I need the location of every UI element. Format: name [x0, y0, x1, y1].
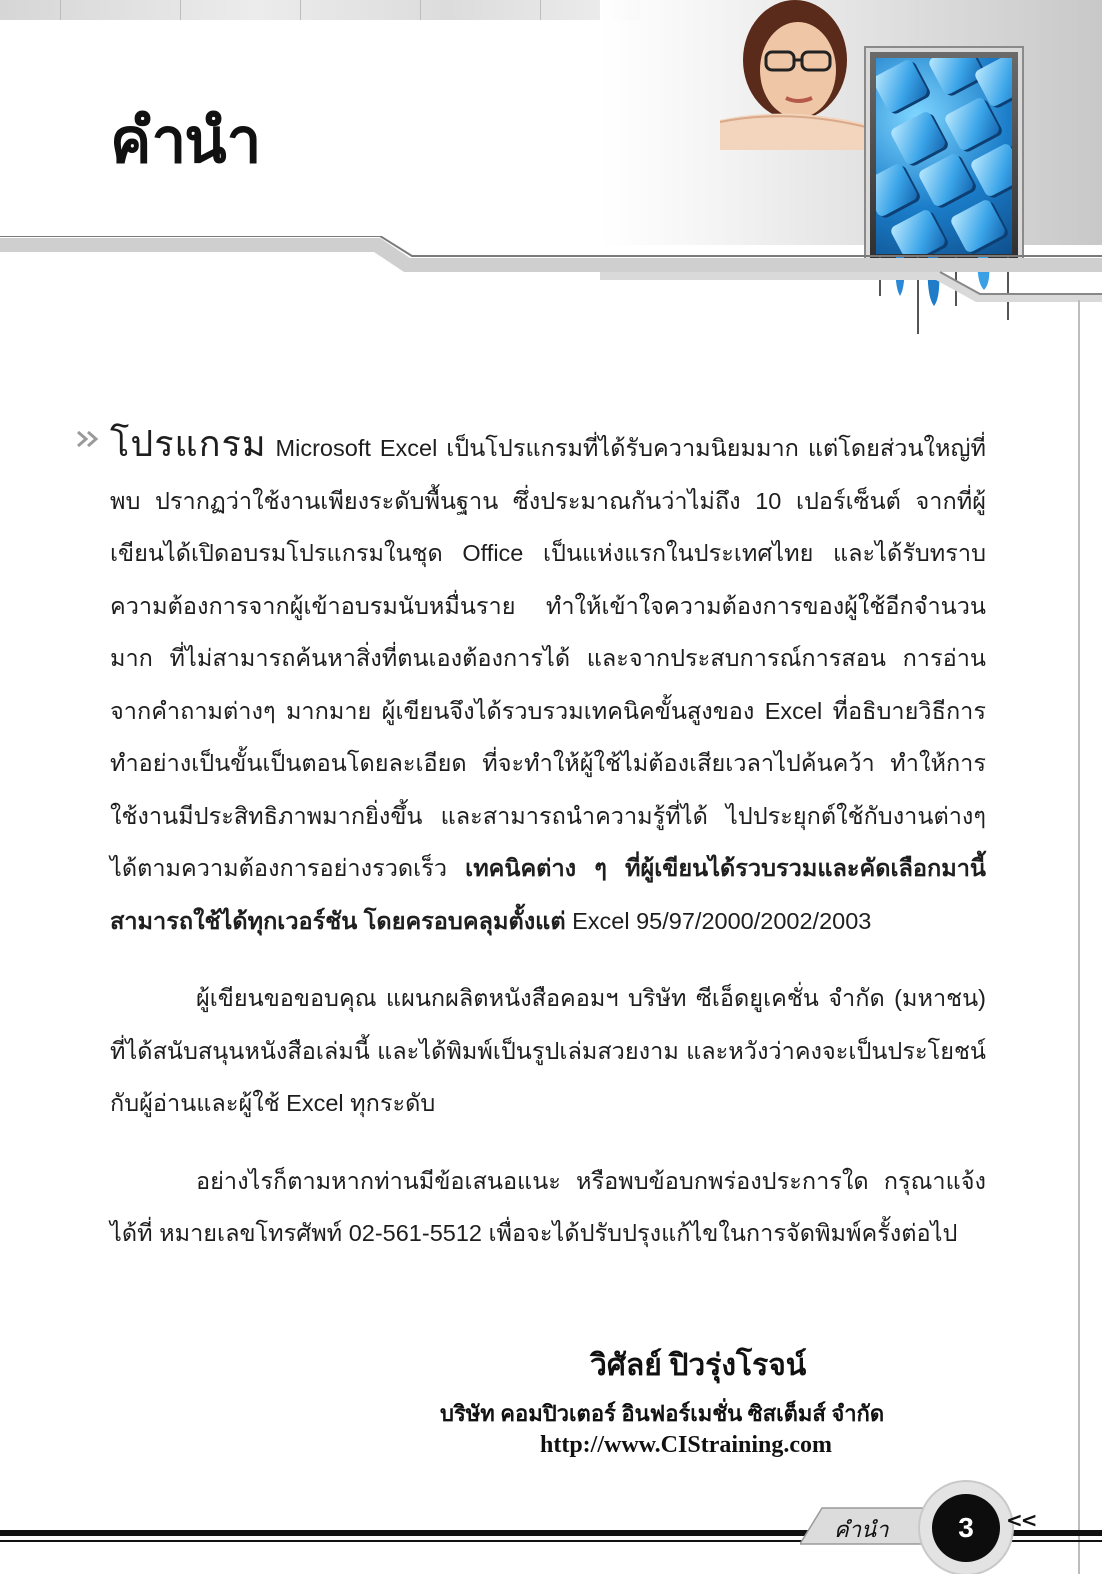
paragraph-2: ผู้เขียนขอขอบคุณ แผนกผลิตหนังสือคอมฯ บริษัท ซีเอ็ดยูเคชั่น จำกัด (มหาชน) ที่ได้สนับสนุนหนังสือเล่มนี้ และได้พิมพ์เป็นรูปเล่มสวยงาม และหวังว่าคงจะเป็นประโยชน์กับผู้อ่านและผู้ใช้ Excel ทุกระดับ: [110, 985, 986, 1116]
website-url: http://www.CIStraining.com: [540, 1432, 833, 1458]
keyboard-picture-frame: [866, 48, 1022, 264]
header-top-strip: [0, 0, 640, 20]
preface-body: [110, 418, 986, 1260]
author-name: วิศัลย์ ปิวรุ่งโรจน์: [590, 1349, 807, 1382]
header-swoosh-band: [0, 236, 1102, 306]
paragraph-3: อย่างไรก็ตามหากท่านมีข้อเสนอแนะ หรือพบข้อบกพร่องประการใด กรุณาแจ้งได้ที่ หมายเลขโทรศัพท์ 02-561-5512 เพื่อจะได้ปรับปรุงแก้ไขในการจัดพิมพ์ครั้งต่อไป: [110, 1167, 986, 1246]
right-margin-rule: [1078, 300, 1080, 1574]
footer-chevrons-icon: <<: [1006, 1508, 1036, 1532]
woman-photo-icon: [700, 0, 880, 150]
footer-section-label: คำนำ: [834, 1517, 889, 1542]
paragraph-1-tail: Excel 95/97/2000/2002/2003: [565, 907, 872, 934]
company-name: บริษัท คอมปิวเตอร์ อินฟอร์เมชั่น ซิสเต็มส์ จำกัด: [440, 1401, 885, 1426]
double-chevron-bullet-icon: [76, 428, 106, 450]
paragraph-1-text: Microsoft Excel เป็นโปรแกรมที่ได้รับความนิยมมาก แต่โดยส่วนใหญ่ที่พบ ปรากฏว่าใช้งานเพียงระดับพื้นฐาน ซึ่งประมาณกันว่าไม่ถึง 10 เปอร์เซ็นต์ จากที่ผู้เขียนได้เปิดอบรมโปรแกรมในชุด Office เป็นแห่งแรกในประเทศไทย และได้รับทราบความต้องการจากผู้เข้าอบรมนับหมื่นราย ทำให้เข้าใจความต้องการของผู้ใช้อีกจำนวนมาก ที่ไม่สามารถค้นหาสิ่งที่ตนเองต้องการได้ และจากประสบการณ์การสอน การอ่าน จากคำถามต่างๆ มากมาย ผู้เขียนจึงได้รวบรวมเทคนิคขั้นสูงของ Excel ที่อธิบายวิธีการทำอย่างเป็นขั้นเป็นตอนโดยละเอียด ที่จะทำให้ผู้ใช้ไม่ต้องเสียเวลาไปค้นคว้า ทำให้การใช้งานมีประสิทธิภาพมากยิ่งขึ้น และสามารถนำความรู้ที่ได้ ไปประยุกต์ใช้กับงานต่างๆ ได้ตามความต้องการอย่างรวดเร็ว: [110, 435, 986, 881]
page-number: 3: [932, 1494, 1000, 1562]
paragraph-1-bold: เทคนิคต่าง ๆ ที่ผู้เขียนได้รวบรวมและคัดเลือกมานี้ สามารถใช้ได้ทุกเวอร์ชัน โดยครอบคลุมตั้งแต่: [110, 855, 986, 934]
lead-word: โปรแกรม: [110, 423, 267, 464]
page-title: คำนำ: [110, 107, 260, 176]
paragraph-1: [110, 418, 986, 947]
keyboard-image: [876, 58, 1012, 254]
